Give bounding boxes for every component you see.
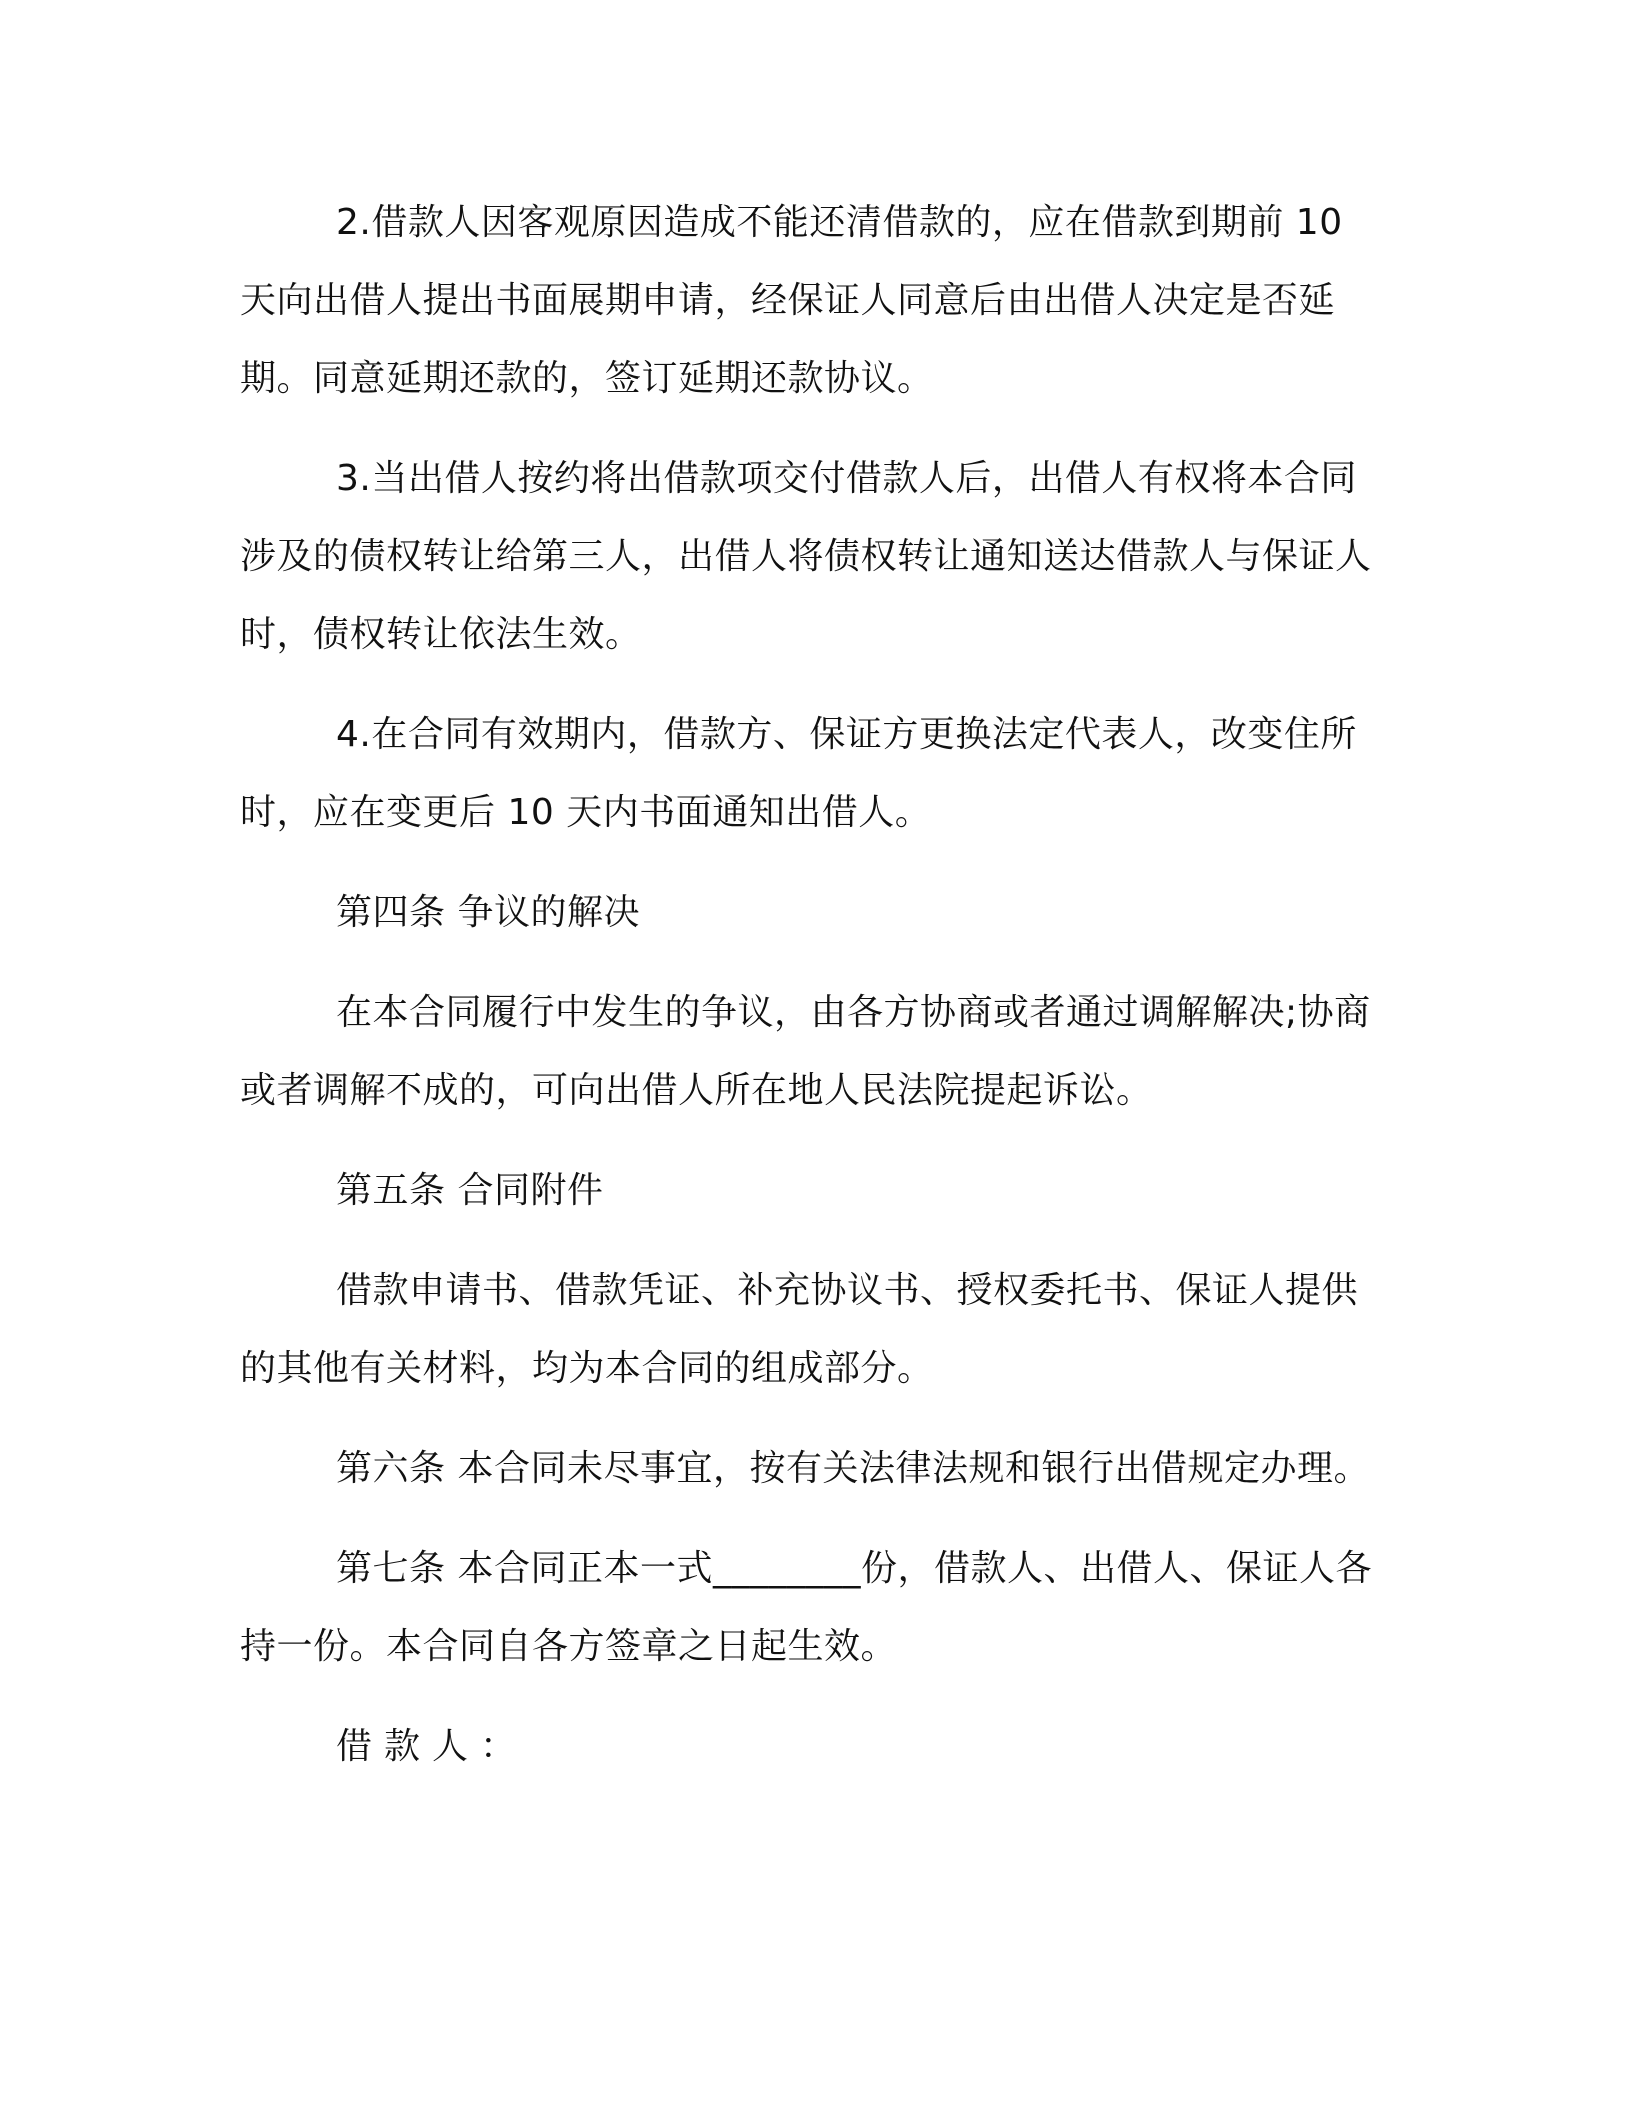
attachments-paragraph: 借款申请书、借款凭证、补充协议书、授权委托书、保证人提供的其他有关材料，均为本合同的组成部分。 bbox=[240, 1270, 1359, 1389]
document-body bbox=[240, 184, 1390, 1786]
article-7-paragraph: 第七条 本合同正本一式________份，借款人、出借人、保证人各持一份。本合同自各方签章之日起生效。 bbox=[240, 1548, 1372, 1667]
clause-3-paragraph: 3.当出借人按约将出借款项交付借款人后，出借人有权将本合同涉及的债权转让给第三人，出借人将债权转让通知送达借款人与保证人时，债权转让依法生效。 bbox=[240, 458, 1372, 655]
clause-2-paragraph: 2.借款人因客观原因造成不能还清借款的，应在借款到期前 10 天向出借人提出书面展期申请，经保证人同意后由出借人决定是否延期。同意延期还款的，签订延期还款协议。 bbox=[240, 202, 1343, 399]
article-5-heading: 第五条 合同附件 bbox=[336, 1170, 604, 1211]
dispute-resolution-paragraph: 在本合同履行中发生的争议，由各方协商或者通过调解解决;协商或者调解不成的，可向出借人所在地人民法院提起诉讼。 bbox=[240, 992, 1371, 1111]
article-6-paragraph: 第六条 本合同未尽事宜，按有关法律法规和银行出借规定办理。 bbox=[336, 1448, 1370, 1489]
borrower-signature-label: 借款人： bbox=[336, 1726, 529, 1767]
clause-4-paragraph: 4.在合同有效期内，借款方、保证方更换法定代表人，改变住所时，应在变更后 10 天内书面通知出借人。 bbox=[240, 714, 1357, 833]
article-4-heading: 第四条 争议的解决 bbox=[336, 892, 640, 933]
